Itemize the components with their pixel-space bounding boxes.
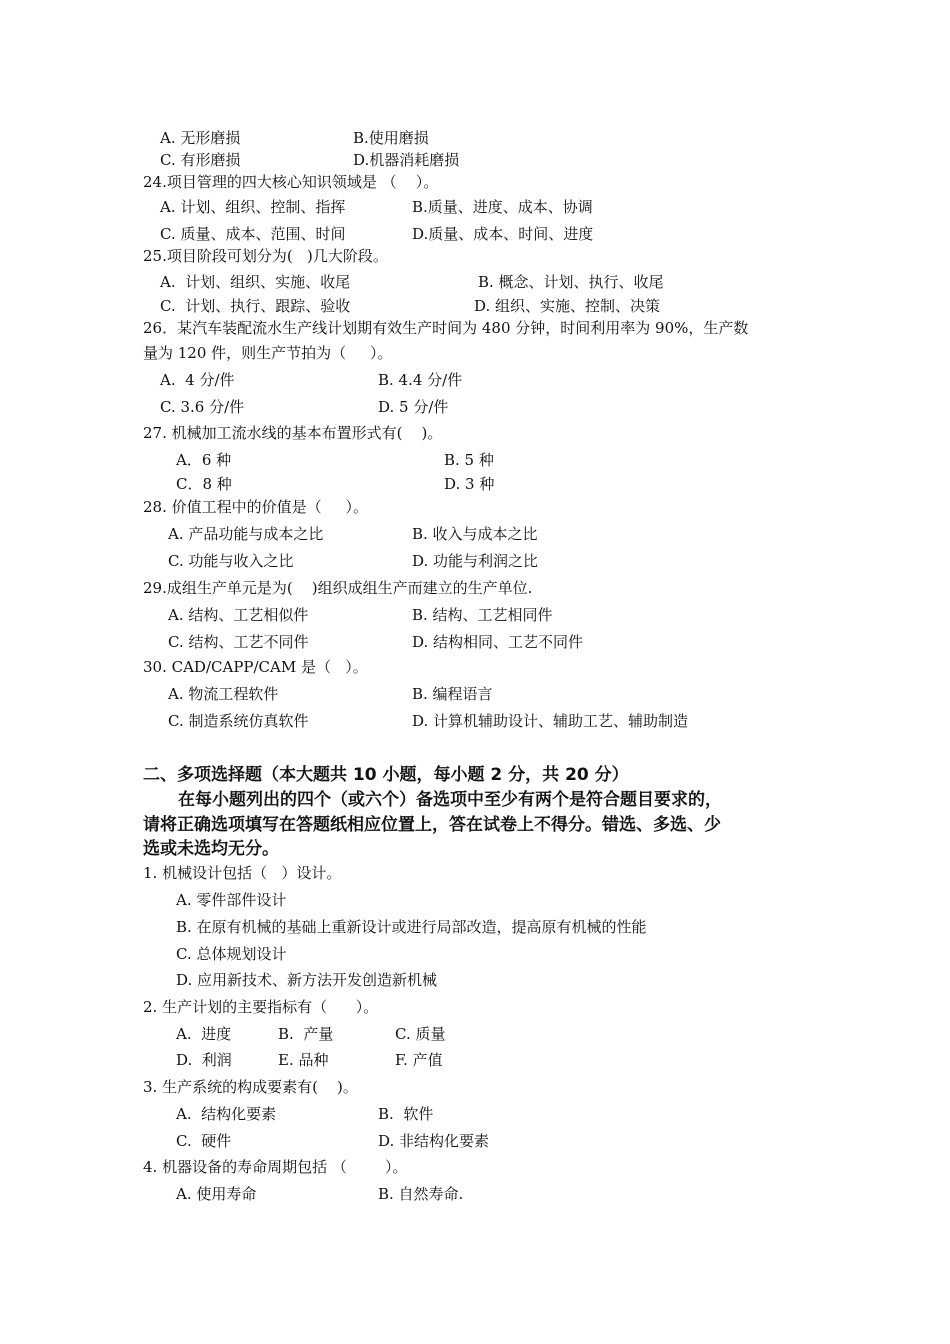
m1-stem: 1. 机械设计包括（ ）设计。 bbox=[143, 864, 342, 882]
m4-option-a: A. 使用寿命 bbox=[176, 1185, 257, 1203]
q24-option-a: A. 计划、组织、控制、指挥 bbox=[160, 198, 346, 216]
m2-option-e: E. 品种 bbox=[278, 1051, 329, 1069]
q24-option-d: D.质量、成本、时间、进度 bbox=[412, 225, 594, 243]
m1-option-b: B. 在原有机械的基础上重新设计或进行局部改造，提高原有机械的性能 bbox=[176, 918, 647, 936]
q28-stem: 28. 价值工程中的价值是（ ）。 bbox=[143, 498, 368, 516]
q29-option-a: A. 结构、工艺相似件 bbox=[168, 606, 309, 624]
q27-stem: 27. 机械加工流水线的基本布置形式有( )。 bbox=[143, 424, 443, 442]
q29-option-d: D. 结构相同、工艺不同件 bbox=[412, 633, 584, 651]
section-instructions-line3: 选或未选均无分。 bbox=[143, 839, 279, 859]
q26-stem-line2: 量为 120 件，则生产节拍为（ ）。 bbox=[143, 344, 393, 362]
m2-option-a: A. 进度 bbox=[176, 1025, 232, 1043]
q25-option-a: A. 计划、组织、实施、收尾 bbox=[160, 273, 351, 291]
q30-option-c: C. 制造系统仿真软件 bbox=[168, 712, 309, 730]
q25-option-d: D. 组织、实施、控制、决策 bbox=[474, 297, 661, 315]
q24-option-b: B.质量、进度、成本、协调 bbox=[412, 198, 593, 216]
m2-stem: 2. 生产计划的主要指标有（ ）。 bbox=[143, 998, 379, 1016]
q28-option-a: A. 产品功能与成本之比 bbox=[168, 525, 324, 543]
q27-option-a: A．6 种 bbox=[176, 451, 232, 469]
q28-option-b: B. 收入与成本之比 bbox=[412, 525, 538, 543]
m2-option-f: F. 产值 bbox=[395, 1051, 443, 1069]
q27-option-b: B. 5 种 bbox=[444, 451, 494, 469]
q26-option-a: A. 4 分/件 bbox=[160, 371, 235, 389]
m3-option-c: C. 硬件 bbox=[176, 1132, 232, 1150]
q23-option-d: D.机器消耗磨损 bbox=[353, 151, 460, 169]
q24-option-c: C. 质量、成本、范围、时间 bbox=[160, 225, 346, 243]
m1-option-d: D. 应用新技术、新方法开发创造新机械 bbox=[176, 971, 438, 989]
q26-option-c: C. 3.6 分/件 bbox=[160, 398, 245, 416]
q23-option-b: B.使用磨损 bbox=[353, 129, 429, 147]
q26-option-b: B. 4.4 分/件 bbox=[378, 371, 463, 389]
q26-stem-line1: 26．某汽车装配流水生产线计划期有效生产时间为 480 分钟，时间利用率为 90%，生产数 bbox=[143, 319, 749, 337]
q27-option-c: C．8 种 bbox=[176, 475, 232, 493]
q28-option-d: D. 功能与利润之比 bbox=[412, 552, 539, 570]
q27-option-d: D. 3 种 bbox=[444, 475, 495, 493]
section-instructions-line2: 请将正确选项填写在答题纸相应位置上，答在试卷上不得分。错选、多选、少 bbox=[143, 815, 721, 835]
q25-stem: 25.项目阶段可划分为( )几大阶段。 bbox=[143, 247, 388, 265]
q25-option-b: B. 概念、计划、执行、收尾 bbox=[478, 273, 664, 291]
m3-option-d: D. 非结构化要素 bbox=[378, 1132, 490, 1150]
m3-option-b: B. 软件 bbox=[378, 1105, 434, 1123]
q23-option-a: A. 无形磨损 bbox=[160, 129, 241, 147]
m2-option-b: B. 产量 bbox=[278, 1025, 334, 1043]
m2-option-d: D. 利润 bbox=[176, 1051, 232, 1069]
q30-option-a: A. 物流工程软件 bbox=[168, 685, 279, 703]
m1-option-a: A. 零件部件设计 bbox=[176, 891, 287, 909]
m3-stem: 3. 生产系统的构成要素有( )。 bbox=[143, 1078, 358, 1096]
section-instructions-line1: 在每小题列出的四个（或六个）备选项中至少有两个是符合题目要求的， bbox=[178, 790, 722, 810]
m4-option-b: B. 自然寿命. bbox=[378, 1185, 464, 1203]
m2-option-c: C. 质量 bbox=[395, 1025, 446, 1043]
q23-option-c: C. 有形磨损 bbox=[160, 151, 241, 169]
q30-option-d: D. 计算机辅助设计、辅助工艺、辅助制造 bbox=[412, 712, 689, 730]
q26-option-d: D. 5 分/件 bbox=[378, 398, 449, 416]
q29-option-c: C. 结构、工艺不同件 bbox=[168, 633, 309, 651]
q30-stem: 30. CAD/CAPP/CAM 是（ ）。 bbox=[143, 658, 368, 676]
q25-option-c: C. 计划、执行、跟踪、验收 bbox=[160, 297, 351, 315]
m4-stem: 4. 机器设备的寿命周期包括 （ ）。 bbox=[143, 1158, 408, 1176]
q24-stem: 24.项目管理的四大核心知识领域是 （ ）。 bbox=[143, 173, 439, 191]
m1-option-c: C. 总体规划设计 bbox=[176, 945, 287, 963]
q29-option-b: B. 结构、工艺相同件 bbox=[412, 606, 553, 624]
q28-option-c: C. 功能与收入之比 bbox=[168, 552, 294, 570]
m3-option-a: A. 结构化要素 bbox=[176, 1105, 277, 1123]
q29-stem: 29.成组生产单元是为( )组织成组生产而建立的生产单位. bbox=[143, 579, 533, 597]
section-heading: 二、多项选择题（本大题共 10 小题，每小题 2 分，共 20 分） bbox=[143, 765, 629, 785]
q30-option-b: B. 编程语言 bbox=[412, 685, 493, 703]
